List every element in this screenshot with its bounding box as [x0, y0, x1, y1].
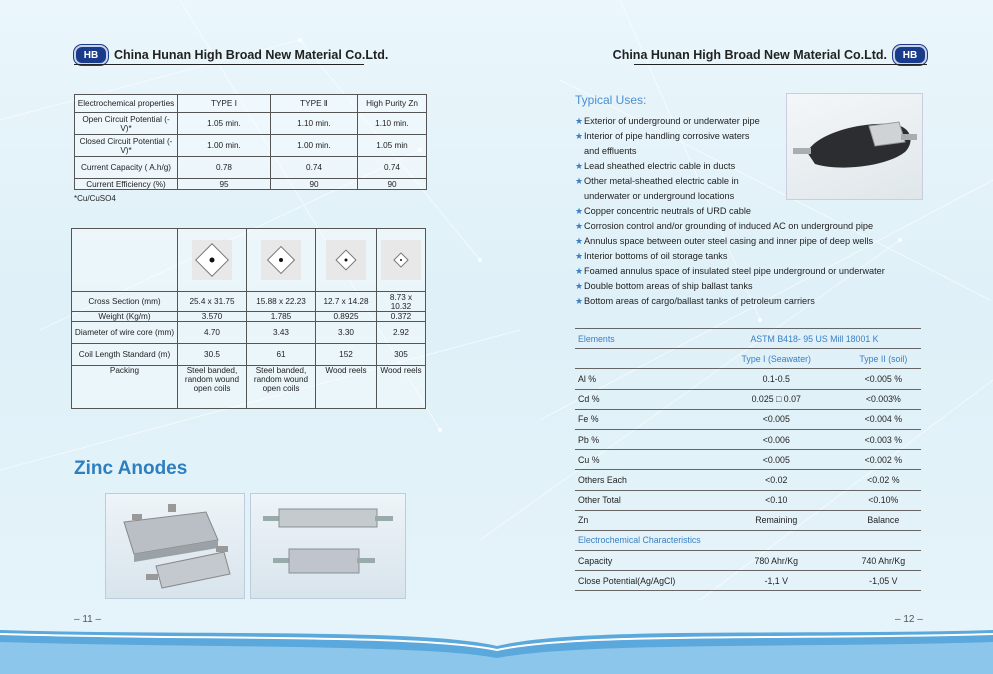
table-row: Capacity 780 Ahr/Kg 740 Ahr/Kg: [575, 551, 921, 571]
star-icon: ★: [575, 236, 584, 246]
page-number-left: – 11 –: [74, 614, 102, 625]
table-row: Close Potential(Ag/AgCl) -1,1 V -1,05 V: [575, 571, 921, 591]
table-cell: Diameter of wire core (mm): [72, 322, 178, 344]
table-cell: 3.43: [247, 322, 316, 344]
table-cell: 0.78: [178, 157, 271, 179]
list-item: ★ Corrosion control and/or grounding of induced AC on underground pipe: [575, 219, 935, 234]
table-row: Others Each <0.02 <0.02 %: [575, 470, 921, 490]
table-cell: 0.74: [271, 157, 358, 179]
star-icon: ★: [575, 221, 584, 231]
star-icon: ★: [575, 131, 584, 141]
table-row: [72, 292, 426, 312]
table-cell: Cross Section (mm): [72, 292, 178, 312]
header-rule-right: [634, 64, 927, 65]
table-row: [75, 179, 427, 190]
star-icon: ★: [575, 176, 584, 186]
table-cell: Wood reels: [377, 366, 426, 409]
type1-header: Type I (Seawater): [741, 353, 811, 364]
table-cell: 0.8925: [316, 312, 377, 322]
list-item: ★ Bottom areas of cargo/ballast tanks of petroleum carriers: [575, 294, 935, 309]
section-title: Zinc Anodes: [74, 458, 188, 479]
table-cell: 90: [271, 179, 358, 190]
header-right: [613, 44, 927, 66]
cross-section-images-row: [72, 229, 426, 292]
table-row: Fe % <0.005 <0.004 %: [575, 410, 921, 430]
table-cell: 1.10 min.: [358, 113, 427, 135]
table-row: [72, 366, 426, 409]
company-name-right: China Hunan High Broad New Material Co.Ltd.: [612, 48, 887, 62]
table-cell: 0.372: [377, 312, 426, 322]
table-cell: 1.05 min: [358, 135, 427, 157]
table-cell: 305: [377, 344, 426, 366]
table-row: [72, 322, 426, 344]
list-item: ★ Annulus space between outer steel casing and inner pipe of deep wells: [575, 234, 935, 249]
table-row: Pb % <0.006 <0.003 %: [575, 430, 921, 450]
type2-header: Type II (soil): [859, 353, 908, 364]
star-icon: ★: [575, 296, 584, 306]
table-cell: 1.785: [247, 312, 316, 322]
company-name-left: China Hunan High Broad New Material Co.Ltd.: [114, 48, 389, 62]
table-row: Al % 0.1-0.5 <0.005 %: [575, 369, 921, 389]
table-cell: 90: [358, 179, 427, 190]
table-cell: Packing: [72, 366, 178, 409]
table-header: Electrochemical properties: [75, 95, 178, 113]
star-icon: ★: [575, 206, 584, 216]
table-cell: 61: [247, 344, 316, 366]
table-note: *Cu/CuSO4: [74, 194, 116, 203]
company-logo: HB: [74, 45, 108, 65]
table-cell: 4.70: [178, 322, 247, 344]
electrochemical-table: [74, 94, 427, 190]
table-header: TYPE Ⅰ: [178, 95, 271, 113]
list-item: ★ Interior of pipe handling corrosive waters and effluents: [575, 131, 750, 156]
table-row: Zn Remaining Balance: [575, 511, 921, 531]
table-cell: Closed Circuit Potential (-V)*: [75, 135, 178, 157]
table-cell: 1.10 min.: [271, 113, 358, 135]
table-cell: Current Efficiency (%): [75, 179, 178, 190]
elements-label: Elements: [578, 333, 615, 344]
list-item: ★ Exterior of underground or underwater pipe: [575, 114, 935, 129]
standard-label: ASTM B418- 95 US Mill 18001 K: [750, 333, 879, 344]
star-icon: ★: [575, 116, 584, 126]
page-number-right: – 12 –: [895, 614, 923, 625]
table-row: Other Total <0.10 <0.10%: [575, 491, 921, 511]
cross-section-image: [261, 240, 301, 280]
electro-header-row: [575, 531, 921, 551]
table-cell: 30.5: [178, 344, 247, 366]
star-icon: ★: [575, 266, 584, 276]
table-cell: 3.570: [178, 312, 247, 322]
header-left: [74, 44, 388, 66]
star-icon: ★: [575, 161, 584, 171]
table-cell: Steel banded, random wound open coils: [178, 366, 247, 409]
header-rule-left: [74, 64, 364, 65]
table-cell: 1.00 min.: [271, 135, 358, 157]
typical-uses-title: Typical Uses:: [575, 93, 647, 107]
wire-specs-table: [71, 228, 426, 409]
table-row: [72, 344, 426, 366]
table-row: Cu % <0.005 <0.002 %: [575, 450, 921, 470]
bottom-wave: [0, 600, 993, 674]
table-header: TYPE Ⅱ: [271, 95, 358, 113]
list-item: ★ Foamed annulus space of insulated steel pipe underground or underwater: [575, 264, 935, 279]
composition-table: [575, 328, 921, 591]
electro-label: Electrochemical Characteristics: [578, 535, 701, 546]
table-cell: Current Capacity ( A.h/g): [75, 157, 178, 179]
list-item: ★ Other metal-sheathed electric cable in underwater or underground locations: [575, 176, 739, 201]
table-row: Cd % 0.025 □ 0.07 <0.003%: [575, 390, 921, 410]
star-icon: ★: [575, 281, 584, 291]
company-logo-right: HB: [893, 45, 927, 65]
list-item: ★ Double bottom areas of ship ballast tanks: [575, 279, 935, 294]
bracelet-anode-photo: [786, 93, 923, 200]
cross-section-image: [326, 240, 366, 280]
table-cell: 152: [316, 344, 377, 366]
table-cell: 1.05 min.: [178, 113, 271, 135]
table-cell: Coil Length Standard (m): [72, 344, 178, 366]
cross-section-image: [381, 240, 421, 280]
table-cell: 25.4 x 31.75: [178, 292, 247, 312]
table-cell: 2.92: [377, 322, 426, 344]
table-row: [75, 113, 427, 135]
table-cell: 3.30: [316, 322, 377, 344]
zinc-anode-photo-2: [250, 493, 406, 599]
cross-section-image: [192, 240, 232, 280]
table-row: [75, 135, 427, 157]
star-icon: ★: [575, 251, 584, 261]
table-cell: Weight (Kg/m): [72, 312, 178, 322]
table-cell: 15.88 x 22.23: [247, 292, 316, 312]
table-header: High Purity Zn: [358, 95, 427, 113]
type-header-row: [575, 349, 921, 369]
table-header-row: [75, 95, 427, 113]
table-header-row: [575, 328, 921, 349]
list-item: ★ Interior bottoms of oil storage tanks: [575, 249, 935, 264]
table-cell: Wood reels: [316, 366, 377, 409]
table-cell: 8.73 x 10.32: [377, 292, 426, 312]
table-cell: 0.74: [358, 157, 427, 179]
table-row: [75, 157, 427, 179]
table-row: [72, 312, 426, 322]
table-cell: 1.00 min.: [178, 135, 271, 157]
list-item: ★ Lead sheathed electric cable in ducts: [575, 159, 935, 174]
table-cell: 95: [178, 179, 271, 190]
list-item: ★ Copper concentric neutrals of URD cable: [575, 204, 935, 219]
table-cell: Open Circuit Potential (-V)*: [75, 113, 178, 135]
table-cell: 12.7 x 14.28: [316, 292, 377, 312]
zinc-anode-photo-1: [105, 493, 245, 599]
table-cell: Steel banded, random wound open coils: [247, 366, 316, 409]
